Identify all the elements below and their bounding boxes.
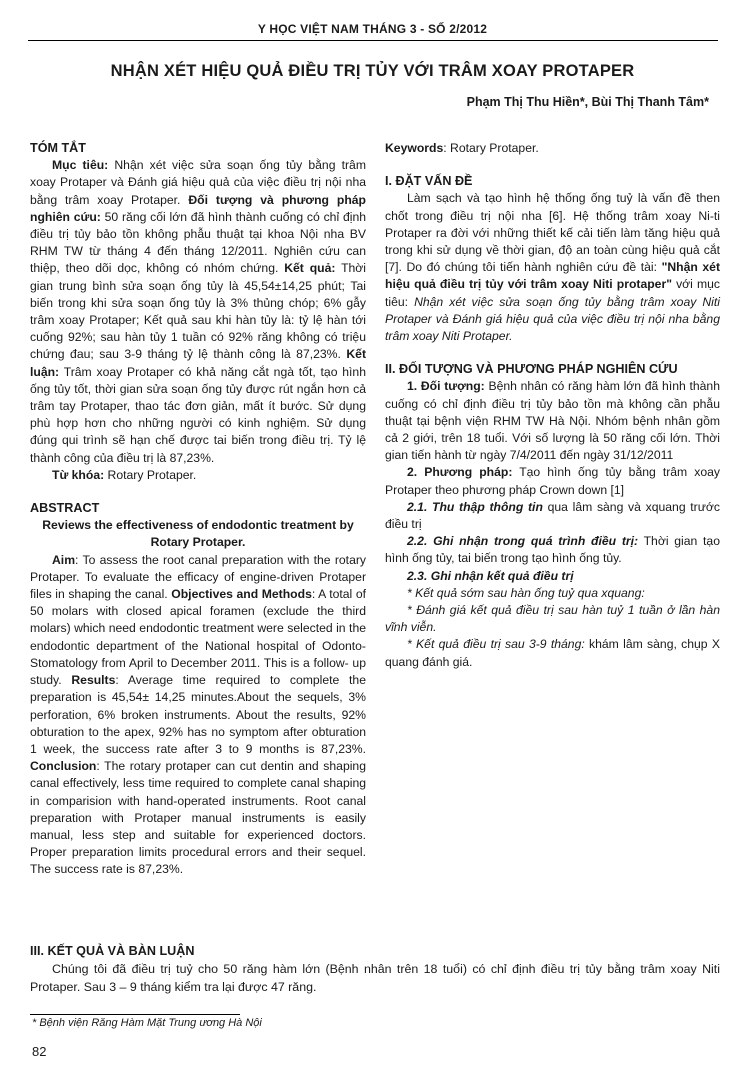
section3-paragraph: Chúng tôi đã điều trị tuỷ cho 50 răng hàm lớn (Bệnh nhân trên 18 tuổi) có chỉ định điều trị tủy bằng trâm xoay Niti Protaper. Sau 3 – 9 tháng kiểm tra lại được 47 răng. [30, 962, 720, 994]
tomtat-paragraph [30, 157, 366, 467]
ketqua-label: Kết quả: [278, 261, 336, 276]
method-2-1 [385, 499, 720, 533]
ketluan-label: Kết luận: [30, 347, 367, 379]
aim-label: Aim [52, 552, 76, 567]
method-2-2-label: 2.2. Ghi nhận trong quá trình điều trị: [407, 534, 639, 549]
subjects-paragraph [385, 378, 720, 464]
keywords-label: Keywords [385, 141, 444, 155]
subjects-text: Bệnh nhân có răng hàm lớn đã hình thành cuống có chỉ định điều trị tủy bảo tồn mà không cần phẫu thuật tại bệnh viện RHM TW Hà Nội. Nhóm bệnh nhân gồm cả 2 giới, trên 18 tuổi. Với số lượng là 50 răng cối lớn. Thời gian tiến hành từ ngày 7/4/2011 đến ngày 31/12/2011 [385, 379, 720, 463]
objectives-label: Objectives and Methods [167, 587, 312, 602]
method-2-2-text: Thời gian tạo hình ống tủy, tai biến trong tạo hình ống tủy. [385, 534, 720, 566]
footnote-rule [30, 1014, 240, 1015]
abstract-paragraph [30, 552, 366, 879]
authors: Phạm Thị Thu Hiền*, Bùi Thị Thanh Tâm* [466, 95, 709, 109]
keywords-text: : Rotary Protaper. [443, 141, 539, 155]
method-2-1-label: 2.1. Thu thập thông tin [407, 499, 543, 514]
footnote: * Bệnh viện Răng Hàm Mặt Trung ương Hà Nội [32, 1017, 262, 1029]
objectives-text: : A total of 50 molars with closed apical foramen (exclude the third molars) which need endodontic treatment were selected in the endodontic department of the National hospital of Odonto-Stomatology from April to December 2011. This is a follow- up study. [30, 587, 366, 688]
muctieu-text: Nhận xét việc sửa soạn ống tủy bằng trâm xoay Protaper và Đánh giá hiệu quả của việc điều trị nội nha bằng trâm xoay Protaper. [30, 158, 366, 207]
tukhoa-text: Rotary Protaper. [104, 467, 197, 482]
subjects-label: 1. Đối tượng: [407, 379, 485, 394]
section1-heading: I. ĐẶT VẤN ĐỀ [385, 174, 473, 189]
result-bullet-3-label: * Kết quả điều trị sau 3-9 tháng: [407, 637, 585, 652]
section1-paragraph [385, 190, 720, 345]
page-number: 82 [32, 1044, 47, 1059]
journal-header: Y HỌC VIỆT NAM THÁNG 3 - SỐ 2/2012 [257, 22, 488, 36]
section1-goal: Nhận xét việc sửa soạn ống tủy bằng trâm xoay Niti Protaper và Đánh giá hiệu quả của việc điều trị nội nha bằng trâm xoay Niti Protaper. [385, 294, 720, 344]
results-label: Results [61, 673, 116, 688]
keywords-line [385, 140, 720, 157]
result-bullet-3-text: khám lâm sàng, chụp X quang đánh giá. [385, 637, 720, 669]
method-label: 2. Phương pháp: [407, 465, 513, 480]
doituong-label: Đối tượng và phương pháp nghiên cứu: [30, 192, 367, 224]
header-rule [28, 40, 718, 41]
results-text: : Average time required to complete the preparation is 45,54± 14,25 minutes.About the sequels, 3% perforation, 6% broken instruments. About the results, 92% obturation to the apex, 92% has no symptom after obturation 1 week, the success rate after 3 to 9 months is 87,23%. [30, 673, 366, 756]
method-2-3-label: 2.3. Ghi nhận kết quả điều trị [407, 568, 574, 583]
result-bullet-1: * Kết quả sớm sau hàn ống tuỷ qua xquang: [407, 585, 645, 600]
section2-heading: II. ĐỐI TƯỢNG VÀ PHƯƠNG PHÁP NGHIÊN CỨU [385, 362, 678, 377]
aim-text: : To assess the root canal preparation with the rotary Protaper. To evaluate the efficacy of engine-driven Protaper files in shaping the canal. [30, 552, 366, 602]
method-2-2 [385, 533, 720, 567]
section1-text: Làm sạch và tạo hình hệ thống ống tuỷ là vấn đề then chốt trong điều trị nội nha [6]. Hệ thống trâm xoay Ni-ti Protaper ra đời với những thiết kế cải tiến làm tăng hiệu quả trong khi sử dụng về thời gian, độ an toàn cùng hiệu quả cắt [7]. Do đó chúng tôi tiến hành nghiên cứu đề tài: [385, 191, 720, 275]
article-title: NHẬN XÉT HIỆU QUẢ ĐIỀU TRỊ TỦY VỚI TRÂM XOAY PROTAPER [110, 62, 635, 80]
conclusion-text: : The rotary protaper can cut dentin and shaping canal effectively, less time required to complete canal shaping in comparision with hand-operated instruments. Root canal preparation with Protaper manual instruments is easily manual, less step and suitable for experienced doctors. Proper preparation limits procedural errors and their sequel. The success rate is 87,23%. [30, 759, 366, 877]
result-bullet-3 [385, 636, 720, 670]
method-text: Tạo hình ống tủy bằng trâm xoay Protaper theo phương pháp Crown down [1] [385, 465, 720, 497]
method-2-1-text: qua lâm sàng và xquang trước điều trị [385, 499, 720, 532]
tukhoa-label: Từ khóa: [52, 467, 105, 482]
abstract-heading: ABSTRACT [30, 501, 100, 516]
doituong-text: 50 răng cối lớn đã hình thành cuống có chỉ định điều trị tủy bảo tồn không phẫu thuật tại khoa Nội nha BV RHM TW từ tháng 4 đến tháng 12/2011. Nghiên cứu can thiệp, theo dõi dọc, không có nhóm chứng. [30, 209, 366, 276]
section1-mid: với mục tiêu: [385, 277, 720, 309]
section1-topic: "Nhận xét hiệu quả điều trị tủy với trâm xoay Niti protaper" [385, 260, 721, 292]
tomtat-heading: TÓM TẮT [30, 141, 86, 155]
muctieu-label: Mục tiêu: [52, 158, 109, 173]
section3 [30, 942, 720, 996]
conclusion-label: Conclusion [30, 759, 97, 774]
ketluan-text: Trâm xoay Protaper có khả năng cắt ngà tốt, tạo hình ống tủy tốt, thời gian sửa soạn ống tủy được rút ngắn hơn cả trâm tay Protaper, thao tác đơn giản, mất ít bước. Sử dụng phù hợp hơn cho những người có kinh nghiệm. Sử dụng đúng qui trình sẽ hạn chế được tai biến trong điều trị. Tỷ lệ thành công của điều trị là 87,23%. [30, 364, 366, 465]
method-paragraph [385, 464, 720, 498]
section3-heading: III. KẾT QUẢ VÀ BÀN LUẬN [30, 944, 195, 958]
left-column [30, 140, 366, 879]
right-column [385, 140, 720, 671]
abstract-subtitle: Reviews the effectiveness of endodontic treatment by Rotary Protaper. [42, 518, 354, 550]
ketqua-text: Thời gian trung bình sửa soạn ống tủy là 45,54±14,25 phút; Tai biến trong khi sửa soạn ống tủy là 3% thủng chóp; 6% gẫy trâm xoay Protaper; Kết quả sau khi hàn tủy là: tỷ lệ hàn tới cuống 92%; sau hàn tủy 1 tuần có 92% răng không có triệu chứng đau; sau 3-9 tháng tỷ lệ thành công là 87,23%. [30, 261, 366, 362]
result-bullet-2: * Đánh giá kết quả điều trị sau hàn tuỷ 1 tuần ở lần hàn vĩnh viễn. [385, 603, 720, 635]
tukhoa-line [30, 467, 366, 484]
